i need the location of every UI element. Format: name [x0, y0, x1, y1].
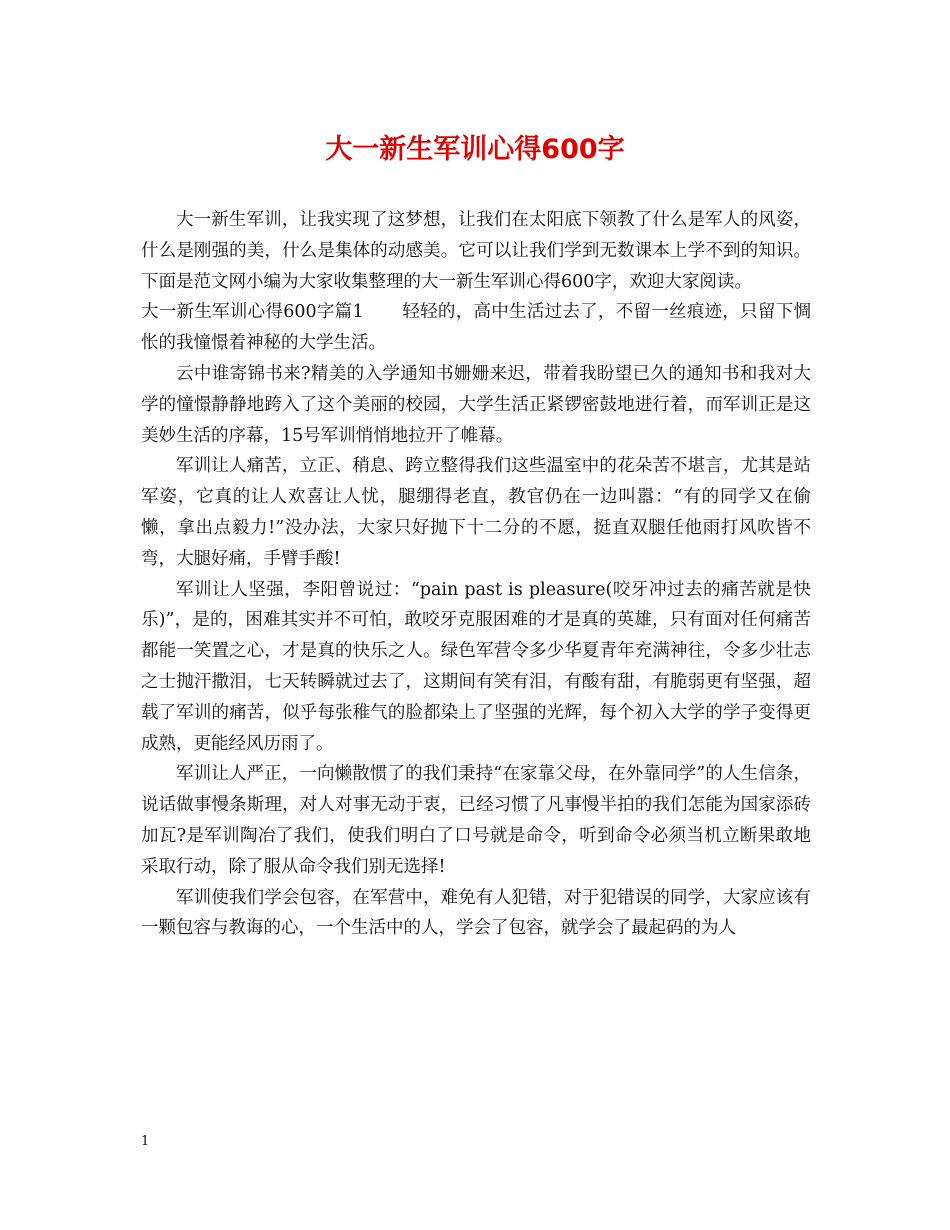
body-paragraph: 云中谁寄锦书来?精美的入学通知书姗姗来迟，带着我盼望已久的通知书和我对大学的憧憬静静地跨入了这个美丽的校园，大学生活正紧锣密鼓地进行着，而军训正是这美妙生活的序幕，15号军训悄悄地拉开了帷幕。 [141, 363, 811, 446]
page-number: 1 [141, 1134, 150, 1149]
document-title: 大一新生军训心得600字 [325, 134, 625, 165]
section-first-paragraph [141, 297, 811, 359]
intro-paragraph: 大一新生军训，让我实现了这梦想，让我们在太阳底下领教了什么是军人的风姿，什么是刚强的美，什么是集体的动感美。它可以让我们学到无数课本上学不到的知识。下面是范文网小编为大家收集整理的大一新生军训心得600字，欢迎大家阅读。 [141, 210, 811, 292]
body-paragraph: 军训让人严正，一向懒散惯了的我们秉持“在家靠父母，在外靠同学”的人生信条，说话做事慢条斯理，对人对事无动于衷，已经习惯了凡事慢半拍的我们怎能为国家添砖加瓦?是军训陶冶了我们，使我们明白了口号就是命令，听到命令必须当机立断果敢地采取行动，除了服从命令我们别无选择! [141, 764, 811, 877]
document-body [141, 205, 811, 944]
section-heading: 大一新生军训心得600字篇1 [141, 302, 364, 323]
body-paragraph: 军训使我们学会包容，在军营中，难免有人犯错，对于犯错误的同学，大家应该有一颗包容与教诲的心，一个生活中的人，学会了包容，就学会了最起码的为人 [141, 887, 811, 939]
section-first-text: 轻轻的，高中生活过去了，不留一丝痕迹，只留下惆怅的我憧憬着神秘的大学生活。 [141, 302, 811, 354]
body-paragraph: 军训让人痛苦，立正、稍息、跨立整得我们这些温室中的花朵苦不堪言，尤其是站军姿，它真的让人欢喜让人忧，腿绷得老直，教官仍在一边叫嚣：“有的同学又在偷懒，拿出点毅力!”没办法，大家只好抛下十二分的不愿，挺直双腿任他雨打风吹皆不弯，大腿好痛，手臂手酸! [141, 456, 811, 569]
body-paragraph: 军训让人坚强，李阳曾说过：“pain past is pleasure(咬牙冲过去的痛苦就是快乐)”，是的，困难其实并不可怕，敢咬牙克服困难的才是真的英雄，只有面对任何痛苦都能一笑置之心，才是真的快乐之人。绿色军营令多少华夏青年充满神往，令多少壮志之士抛汗撒泪，七天转瞬就过去了，这期间有笑有泪，有酸有甜，有脆弱更有坚强，超载了军训的痛苦，似乎每张稚气的脸都染上了坚强的光辉，每个初入大学的学子变得更成熟，更能经风历雨了。 [141, 579, 811, 754]
